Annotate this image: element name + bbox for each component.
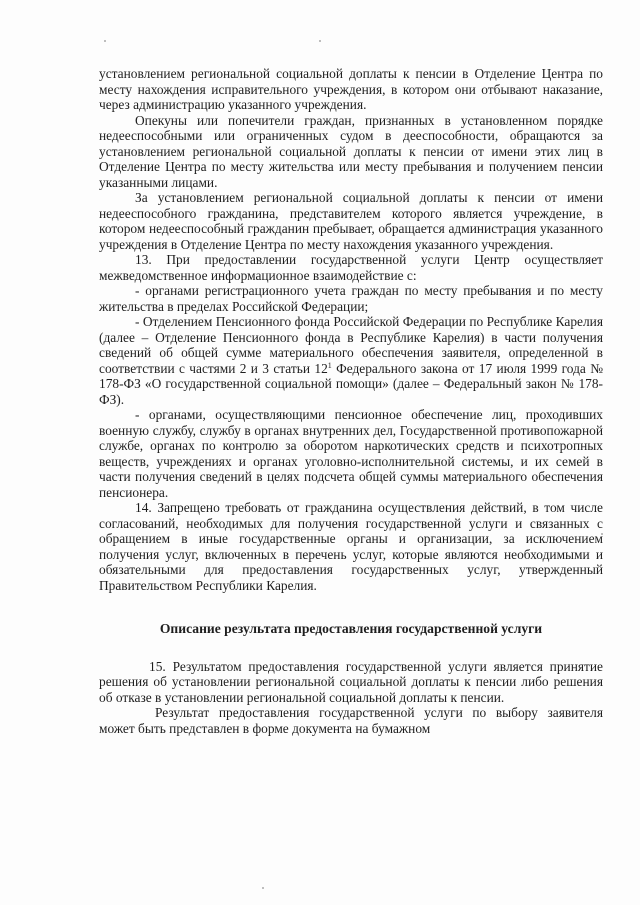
paragraph-item-14: 14. Запрещено требовать от гражданина осуществления действий, в том числе согласований, необходимых для получения государственной услуги и связанных с обращением в иные государственные органы и организации, за исключением получения услуг, включенных в перечень услуг, которые являются необходимыми и обязательными для предоставления государственных услуг, утвержденный Правительством Республики Карелия. <box>99 500 603 593</box>
paragraph-guardians: Опекуны или попечители граждан, признанных в установленном порядке недееспособными или ограниченных судом в дееспособности, обращаются за установлением региональной социальной доплаты к пенсии от имени этих лиц в Отделение Центра по месту жительства или месту пребывания и получением пенсии указанными лицами. <box>99 112 603 190</box>
paragraph-item-15: 15. Результатом предоставления государственной услуги является принятие решения об установлении региональной социальной доплаты к пенсии либо решения об отказе в установлении региональной социальной доплаты к пенсии. <box>99 658 603 705</box>
scan-speck <box>262 887 264 889</box>
section-heading: Описание результата предоставления государственной услуги <box>159 621 543 636</box>
list-item-pension-bodies: - органами, осуществляющими пенсионное обеспечение лиц, проходивших военную службу, службу в органах внутренних дел, Государственной противопожарной службе, органах по контролю за оборотом наркотических средств и психотропных веществ, учреждениях и органах уголовно-исполнительной системы, и их семей в части получения сведений в целях подсчета общей суммы материального обеспечения пенсионера. <box>99 407 603 500</box>
paragraph-continuation: установлением региональной социальной доплаты к пенсии в Отделение Центра по месту нахождения исправительного учреждения, в котором они отбывают наказание, через администрацию указанного учреждения. <box>99 66 603 112</box>
article-superscript: 1 <box>327 360 332 370</box>
paragraph-item-13: 13. При предоставлении государственной услуги Центр осуществляет межведомственное информационное взаимодействие с: <box>99 252 603 283</box>
paragraph-result-form: Результат предоставления государственной услуги по выбору заявителя может быть представлен в форме документа на бумажном <box>99 705 603 736</box>
list-item-pension-fund <box>99 314 603 407</box>
list-item-pension-fund-text-end: Федерального закона от 17 июля 1999 года № 178-ФЗ «О государственной социальной помощи» (далее – Федеральный закон № 178-ФЗ). <box>99 360 603 407</box>
paragraph-institution-representative: За установлением региональной социальной доплаты к пенсии от имени недееспособного гражданина, представителем которого является учреждение, в котором недееспособный гражданин пребывает, обращается администрация указанного учреждения в Отделение Центра по месту нахождения указанного учреждения. <box>99 190 603 252</box>
scan-speck <box>104 40 106 42</box>
document-body <box>99 66 603 736</box>
list-item-pension-fund-text: - Отделением Пенсионного фонда Российской Федерации по Республике Карелия (далее – Отделение Пенсионного фонда в Республике Карелия) в части получения сведений об общей сумме материального обеспечения заявителя, определенной в соответствии с частями 2 и 3 статьи 12 <box>99 314 603 376</box>
list-item-registration-bodies: - органами регистрационного учета граждан по месту пребывания и по месту жительства в пределах Российской Федерации; <box>99 283 603 314</box>
scan-speck <box>319 40 321 42</box>
